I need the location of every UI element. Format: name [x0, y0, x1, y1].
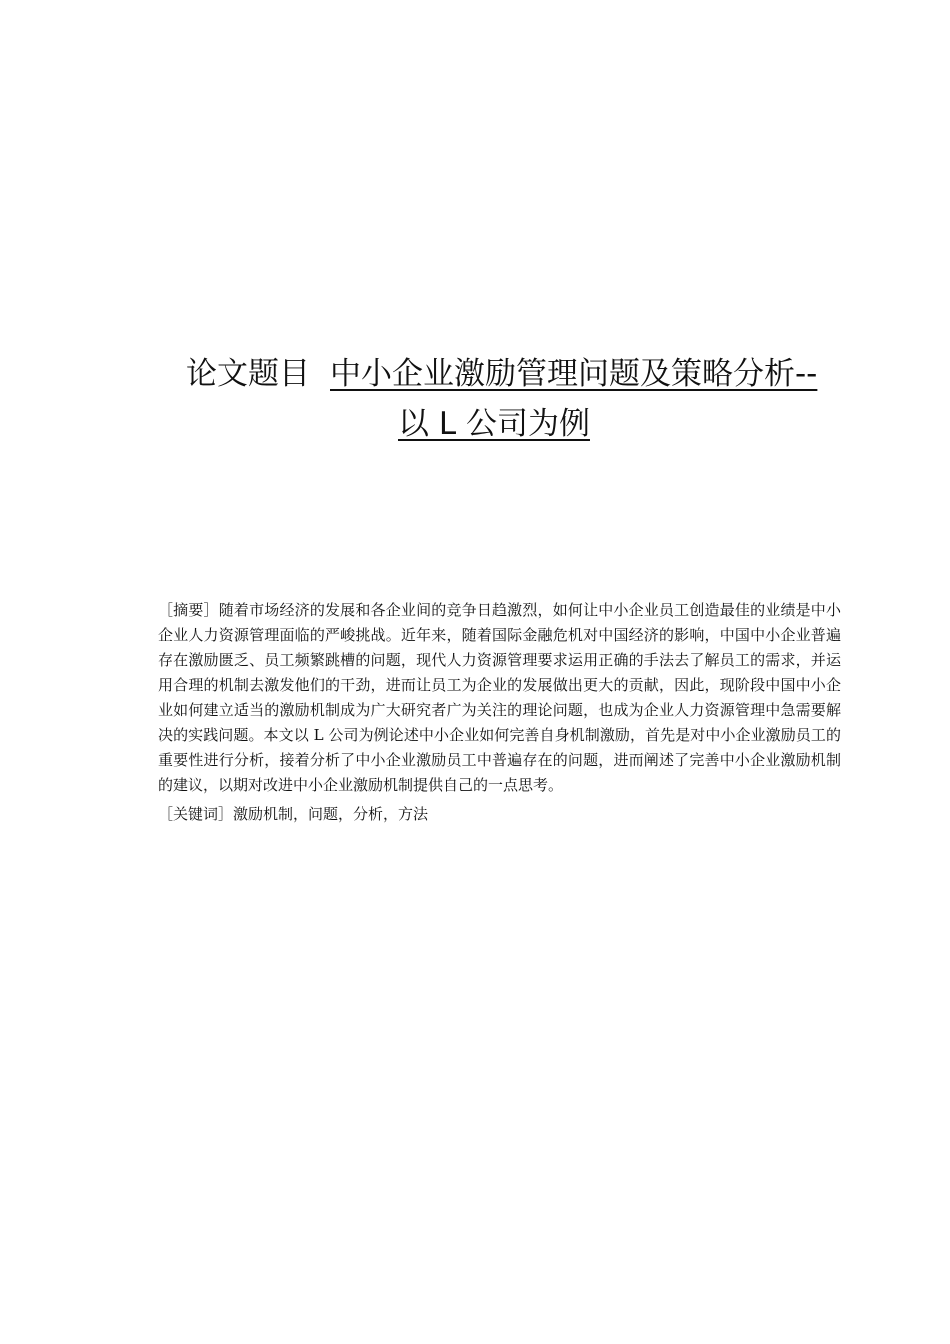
- abstract-paragraph: [158, 598, 841, 798]
- keywords-text: 激励机制，问题，分析，方法: [233, 805, 429, 823]
- title-line-1: [186, 350, 817, 398]
- abstract-section: [158, 598, 841, 827]
- abstract-text: 随着市场经济的发展和各企业间的竞争日趋激烈，如何让中小企业员工创造最佳的业绩是中小企业人力资源管理面临的严峻挑战。近年来，随着国际金融危机对中国经济的影响，中国中小企业普遍存在激励匮乏、员工频繁跳槽的问题，现代人力资源管理要求运用正确的手法去了解员工的需求，并运用合理的机制去激发他们的干劲，进而让员工为企业的发展做出更大的贡献，因此，现阶段中国中小企业如何建立适当的激励机制成为广大研究者广为关注的理论问题，也成为企业人力资源管理中急需要解决的实践问题。本文以 L 公司为例论述中小企业如何完善自身机制激励，首先是对中小企业激励员工的重要性进行分析，接着分析了中小企业激励员工中普遍存在的问题，进而阐述了完善中小企业激励机制的建议，以期对改进中小企业激励机制提供自己的一点思考。: [158, 601, 841, 794]
- abstract-label: ［摘要］: [158, 601, 219, 619]
- keywords-paragraph: [158, 802, 841, 827]
- title-label: 论文题目: [186, 356, 310, 392]
- title-line-2: [398, 400, 590, 448]
- title-text-line-2: 以 L 公司为例: [398, 406, 590, 442]
- title-text-line-1: 中小企业激励管理问题及策略分析--: [330, 356, 818, 392]
- keywords-label: ［关键词］: [158, 805, 234, 823]
